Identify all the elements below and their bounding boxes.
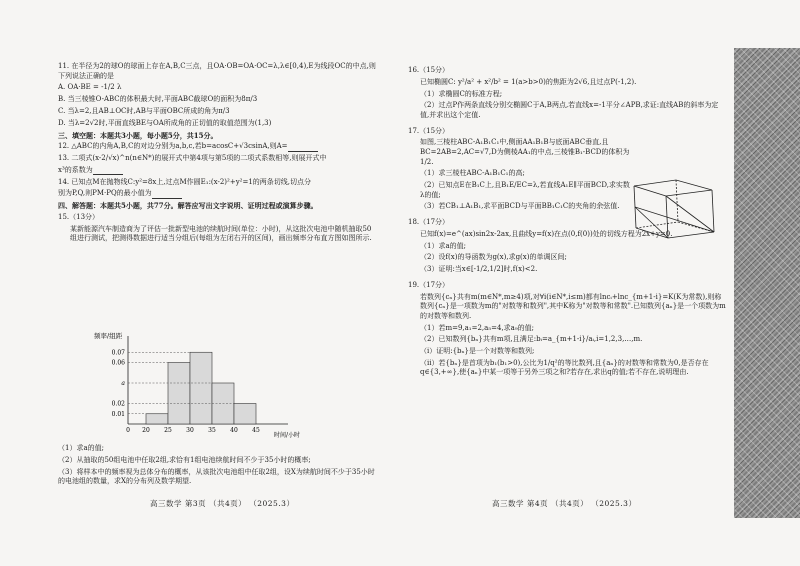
y-tick-label-3: a	[121, 380, 125, 387]
prism-bottom-right-edge	[668, 232, 714, 238]
q14-blank	[152, 191, 182, 199]
q19-heading: 19.（17分）	[408, 280, 450, 289]
prism-top-right-edge	[666, 190, 712, 196]
section-4-heading: 四、解答题：本题共5小题，共77分。解答应写出文字说明、证明过程或演算步骤。	[58, 201, 318, 211]
q13-text-a: 13. 二项式(x-2/√x)^n(n∈N*)的展开式中第4项与第5项的二项式系数相等,则展开式中	[58, 154, 327, 163]
q18-part-3: （3）证明:当x∈[-1/2,1/2]时,f(x)<2.	[420, 265, 538, 274]
q19-part-1: （1）若m=9,a₁=2,a₅=4,求a₉的值;	[420, 323, 535, 332]
q16-heading: 16.（15分）	[408, 66, 450, 74]
q17-part-2: （2）已知点E在B₁C上,且B₁E/EC=λ,若直线A₁E∥平面BCD,求实数λ的值;	[420, 181, 630, 199]
prism-hidden-edge-1	[636, 222, 678, 228]
q19-part-2: （2）已知数列{bₙ}共有m项,且满足:bᵢ=a_{m+1-i}/aᵢ,i=1,2,3,…,m.	[420, 335, 643, 344]
prism-top-front-edge	[634, 186, 666, 196]
x-tick-label-5: 35	[208, 427, 216, 434]
battery-histogram	[88, 330, 328, 440]
prism-top-edge	[634, 180, 712, 190]
q11-stem: 11. 在半径为2的球O的球面上存在A,B,C三点，且OA·OB=OA·OC=λ,λ∈[0,4),E为线段OC的中点,则下列说法正确的是	[58, 62, 376, 80]
histogram-bar-1	[146, 414, 168, 424]
q16-stem: 已知椭圆C: y²/a² + x²/b² = 1(a>b>0)的焦距为2√6,且过点P(-1,2).	[420, 77, 637, 86]
q18-heading: 18.（17分）	[408, 218, 450, 227]
prism-hidden-edge-3	[676, 180, 678, 222]
q11-option-a: A. OA·BE = -1/2 λ	[58, 83, 122, 92]
histogram-bar-5	[234, 404, 256, 425]
x-tick-label-2: 20	[142, 427, 150, 434]
q11-option-d: D. 当λ=2√2时,平面直线BE与OA所成角的正切值的取值范围为(1,3)	[58, 118, 272, 127]
q13-blank	[93, 167, 123, 175]
q12-blank	[288, 144, 318, 152]
q19-part-2-ii: （ii）若{bₙ}是首项为b₁(b₁>0),公比为1/q²的等比数列,且{aₙ}的对数等和常数为0,是否存在q∈{3,+∞},使{aₙ}中某一项等于另外三项之和?若存在,求出q的值;若不存在,说明理由.	[420, 358, 709, 377]
q17-stem: 如图,三棱柱ABC-A₁B₁C₁中,侧面AA₁B₁B与底面ABC垂直,且BC=2AB=2,AC=√7,D为侧棱AA₁的中点,三棱锥B₁-BCD的体积为1/2.	[420, 138, 630, 166]
y-tick-label-5: 0.07	[111, 349, 125, 357]
q14-text-a: 14. 已知点M在抛物线C:y²=8x上,过点M作圆E₁:(x-2)²+y²=1的两条切线,切点分	[58, 177, 312, 186]
q14-text-b: 别为P,Q,则PM·PQ的最小值为	[58, 189, 376, 199]
q15-heading: 15.（13分）	[58, 212, 100, 221]
q19-stem: 若数列{cₙ}共有m(m∈N*,m≥4)项,对∀i(i∈N*,i≤m)都有lncᵢ+lnc_{m+1-i}=K(K为常数),则称数列{cₙ}是一项数为m的"对数等和数列",其中K称为"对数等和常数".已知数列{aₙ}是一个项数为m的对数等和数列.	[420, 292, 726, 320]
q15-part-3: （3）将样本中的频率视为总体分布的概率，从该批次电池组中任取2组，设X为续航时间不少于35小时的电池组的数量，求X的分布列及数学期望.	[58, 467, 375, 486]
q11-option-b: B. 当三棱锥O-ABC的体积最大时,平面ABC截球O的面积为8π/3	[58, 95, 258, 104]
q16-part-1: （1）求椭圆C的标准方程;	[420, 89, 503, 98]
q12-text: 12. △ABC的内角A,B,C的对边分别为a,b,c,若b=acosC+√3csinA,则A=	[58, 142, 376, 152]
prism-diagonal-1	[635, 207, 714, 232]
y-tick-label-1: 0.01	[111, 410, 125, 418]
q18-stem: 已知f(x)=e^(ax)sin2x-2ax,且曲线y=f(x)在点(0,f(0))处的切线方程为2x+y=0.	[420, 229, 673, 238]
x-tick-label-4: 30	[186, 427, 194, 434]
x-axis-label: 时间/小时	[274, 432, 301, 439]
histogram-bar-2	[168, 363, 190, 425]
q17-part-1: （1）求三棱柱ABC-A₁B₁C₁的高;	[420, 169, 525, 178]
footer-page-4: 高三数学 第4页 （共4页） （2025.3）	[492, 499, 637, 508]
section-3-heading: 三、填空题：本题共3小题，每小题5分，共15分。	[58, 130, 218, 140]
q16-part-2: （2）过点P作两条直线分别交椭圆C于A,B两点,若直线x=-1平分∠APB,求证:直线AB的斜率为定值,并求出这个定值.	[420, 101, 719, 119]
q17-part-3: （3）若CB₁⊥A₁B₁,求平面BCD与平面BB₁C₁C的夹角的余弦值.	[420, 202, 620, 211]
histogram-bar-3	[190, 352, 212, 424]
footer-page-3: 高三数学 第3页 （共4页） （2025.3）	[150, 499, 295, 508]
q18-part-2: （2）设f(x)的导函数为g(x),求g(x)的单调区间;	[420, 253, 567, 262]
q15-body: 某新能源汽车制造商为了评估一批新型电池的续航时间(单位：小时)，从这批次电池中随机抽取50组进行测试，把测得数据进行适当分组后(每组为左闭右开的区间)，画出频率分布直方图如图所示.	[70, 224, 372, 243]
q15-subquestions	[58, 444, 376, 489]
y-tick-label-4: 0.06	[111, 359, 125, 367]
q13-text-b: x³的系数为	[58, 166, 376, 176]
prism-diagonal-2	[635, 207, 668, 238]
prism-right-edge	[712, 190, 714, 232]
q19-part-2-i: （i）证明:{bₙ}是一个对数等和数列;	[420, 347, 535, 356]
page-3-column	[58, 62, 376, 246]
x-tick-label-7: 45	[252, 427, 260, 434]
q18-part-1: （1）求a的值;	[420, 241, 466, 250]
q15-part-1: （1）求a的值;	[58, 444, 104, 452]
y-axis-label: 频率/组距	[94, 332, 123, 340]
q11-option-c: C. 当λ=2,且AB⊥OC时,AB与平面OBC所成的角为π/3	[58, 106, 230, 115]
prism-diagonal-3	[666, 196, 714, 232]
q17-heading: 17.（15分）	[408, 126, 450, 135]
x-tick-label-6: 40	[230, 427, 238, 434]
q15-part-2: （2）从抽取的50组电池中任取2组,求恰有1组电池续航时间不少于35小时的概率;	[58, 455, 311, 464]
x-tick-label-1: 0	[126, 427, 130, 434]
x-tick-label-3: 25	[164, 427, 172, 434]
y-tick-label-2: 0.02	[111, 400, 125, 408]
scan-edge-texture-overlay	[734, 48, 800, 518]
prism-figure	[626, 176, 720, 242]
